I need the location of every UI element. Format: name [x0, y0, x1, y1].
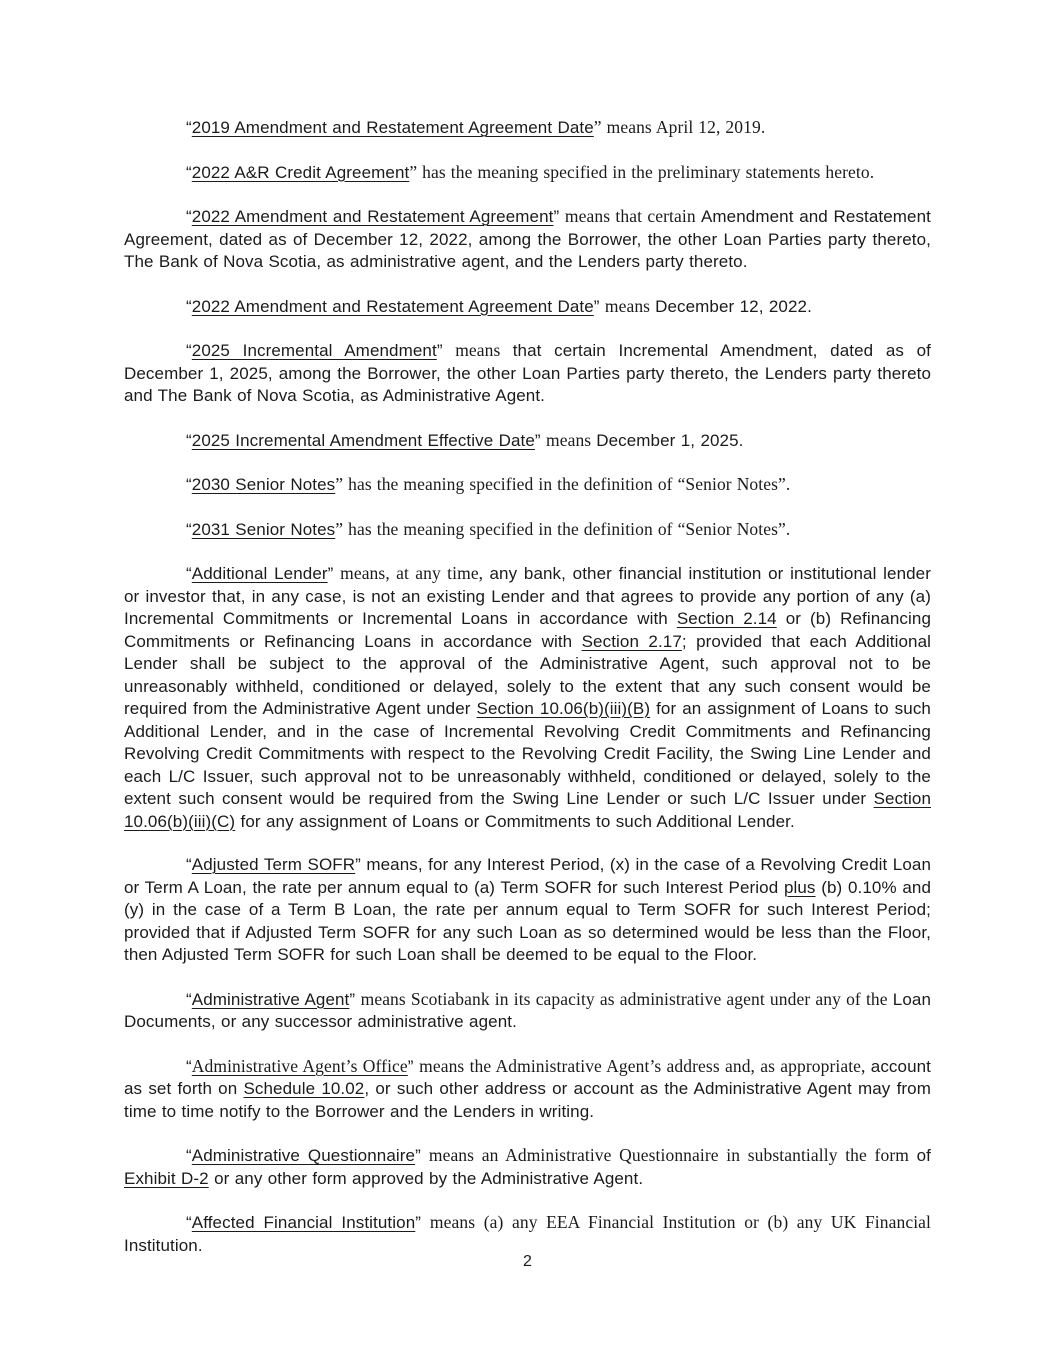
- defined-term: Administrative Questionnaire: [191, 1146, 416, 1165]
- text-run: ”: [553, 207, 565, 226]
- text-run: , or such other address or account as the Administrative Agent may from time to time notify to the Borrower and the Lenders in writing.: [124, 1079, 931, 1121]
- document-body: [124, 116, 931, 1278]
- definition-paragraph: [124, 429, 931, 453]
- text-run: “: [186, 564, 192, 583]
- defined-term: Adjusted Term SOFR: [191, 855, 356, 874]
- text-run: ”: [415, 1146, 429, 1165]
- definition-paragraph: [124, 1055, 931, 1124]
- text-run: or (b) Refinancing Commitments or Refinancing Loans in accordance with: [124, 609, 931, 651]
- text-run: means the Administrative Agent’s address and, as appropriate,: [419, 1055, 871, 1076]
- text-run: “: [186, 207, 192, 226]
- definition-paragraph: [124, 562, 931, 833]
- defined-term: 2022 Amendment and Restatement Agreement Date: [191, 296, 594, 316]
- text-run: “: [186, 1146, 192, 1165]
- defined-term: 2025 Incremental Amendment: [191, 341, 437, 360]
- text-run: ”: [593, 296, 605, 316]
- definition-paragraph: [124, 473, 931, 497]
- text-run: ”: [436, 341, 456, 360]
- text-run: means, at any time,: [340, 563, 490, 583]
- text-run: account as set forth on: [124, 1056, 932, 1098]
- text-run: means: [604, 295, 656, 316]
- emphasized-term: plus: [783, 877, 816, 897]
- defined-term: 2030 Senior Notes: [191, 475, 336, 494]
- text-run: “: [186, 989, 192, 1009]
- text-run: (b) 0.10% and (y) in the case of a Term B Loan, the rate per annum equal to Term SOFR for such Interest Period; provided that if Adjusted Term SOFR for any such Loan as so determined would be less than the Floor, then Adjusted Term SOFR for such Loan shall be deemed to be equal to the Floor.: [124, 877, 931, 964]
- definition-paragraph: [124, 161, 931, 185]
- text-run: ” has the meaning specified in the definition of “Senior Notes”.: [335, 518, 791, 539]
- definition-paragraph: [124, 205, 931, 274]
- defined-term: Affected Financial Institution: [191, 1213, 416, 1232]
- text-run: “: [186, 1056, 192, 1076]
- text-run: Loan Documents, or any successor administrative agent.: [124, 989, 931, 1031]
- definition-paragraph: [124, 1144, 931, 1190]
- text-run: ” means, for any Interest Period, (x) in the case of a Revolving Credit Loan or Term A Loan, the rate per annum equal to (a) Term SOFR for such Interest Period: [124, 855, 931, 897]
- text-run: for an assignment of Loans to such Additional Lender, and in the case of Incremental Revolving Credit Commitments and Refinancing Revolving Credit Commitments with respect to the Revolving Credit Facility, the Swing Line Lender and each L/C Issuer, such approval not to be unreasonably withheld, conditioned or delayed, solely to the extent such consent would be required from the Swing Line Lender or such L/C Issuer under: [124, 699, 931, 808]
- text-run: “: [186, 855, 192, 874]
- text-run: ”: [593, 117, 607, 137]
- text-run: “: [186, 162, 192, 182]
- text-run: ” has the meaning specified in the definition of “Senior Notes”.: [335, 474, 791, 494]
- text-run: ”: [534, 430, 547, 450]
- text-run: “: [186, 519, 192, 539]
- text-run: December 1, 2025.: [596, 430, 744, 450]
- definition-paragraph: [124, 295, 931, 319]
- definition-paragraph: [124, 988, 931, 1034]
- text-run: means an Administrative Questionnaire in substantially the form: [428, 1145, 917, 1165]
- definition-paragraph: [124, 116, 931, 140]
- text-run: ”: [415, 1213, 430, 1232]
- schedule-reference: Schedule 10.02: [243, 1079, 365, 1098]
- text-run: “: [186, 475, 192, 494]
- text-run: means Scotiabank in its capacity as administrative agent under any of the: [360, 988, 893, 1009]
- text-run: ; provided that each Additional Lender shall be subject to the approval of the Administrative Agent, such approval not to be unreasonably withheld, conditioned or delayed, solely to the extent that any such consent would be required from the Administrative Agent under: [124, 631, 932, 718]
- text-run: ”: [327, 564, 341, 583]
- defined-term: 2022 A&R Credit Agreement: [191, 162, 410, 182]
- text-run: Institution.: [124, 1235, 203, 1255]
- text-run: ”: [349, 989, 361, 1009]
- section-reference: Section 10.06(b)(iii)(B): [476, 699, 651, 718]
- definition-paragraph: [124, 518, 931, 542]
- defined-term: Administrative Agent: [191, 989, 350, 1009]
- text-run: Amendment and Restatement Agreement, dated as of December 12, 2022, among the Borrower, the other Loan Parties party thereto, The Bank of Nova Scotia, as administrative agent, and the Lenders party thereto.: [124, 207, 931, 271]
- defined-term: 2022 Amendment and Restatement Agreement: [191, 207, 554, 226]
- defined-term: Additional Lender: [191, 564, 328, 583]
- section-reference: Section 2.14: [676, 609, 777, 628]
- defined-term: 2031 Senior Notes: [191, 519, 336, 539]
- text-run: any bank, other financial institution or institutional lender or investor that, in any case, is not an existing Lender and that agrees to provide any portion of any (a) Incremental Commitments or Incremental Loans in accordance with: [124, 564, 931, 628]
- definition-paragraph: [124, 854, 931, 967]
- text-run: December 12, 2022.: [655, 296, 812, 316]
- text-run: ”: [407, 1056, 420, 1076]
- section-reference: Section 10.06(b)(iii)(C): [124, 789, 931, 831]
- text-run: means (a) any EEA Financial Institution or (b) any UK Financial: [429, 1212, 931, 1232]
- text-run: that certain Incremental Amendment, dated as of December 1, 2025, among the Borrower, the other Loan Parties party thereto, the Lenders party thereto and The Bank of Nova Scotia, as Administrative Agent.: [124, 341, 932, 405]
- definition-paragraph: [124, 339, 931, 408]
- page-number: 2: [523, 1253, 532, 1270]
- text-run: for any assignment of Loans or Commitments to such Additional Lender.: [235, 811, 795, 831]
- text-run: ” has the meaning specified in the preliminary statements hereto.: [409, 161, 875, 182]
- text-run: “: [186, 296, 192, 316]
- text-run: means: [546, 429, 597, 450]
- text-run: means April 12, 2019.: [606, 117, 766, 137]
- exhibit-reference: Exhibit D-2: [124, 1168, 209, 1188]
- text-run: “: [186, 341, 192, 360]
- defined-term: 2019 Amendment and Restatement Agreement Date: [191, 118, 594, 137]
- text-run: of: [916, 1146, 932, 1165]
- defined-term: Administrative Agent’s Office: [191, 1055, 408, 1076]
- text-run: or any other form approved by the Administrative Agent.: [208, 1168, 644, 1188]
- text-run: “: [186, 118, 192, 137]
- section-reference: Section 2.17: [581, 631, 682, 651]
- text-run: “: [186, 430, 192, 450]
- text-run: means that certain: [564, 206, 701, 226]
- defined-term: 2025 Incremental Amendment Effective Date: [191, 430, 535, 450]
- definition-paragraph: [124, 1211, 931, 1257]
- text-run: means: [455, 340, 513, 360]
- text-run: “: [186, 1213, 192, 1232]
